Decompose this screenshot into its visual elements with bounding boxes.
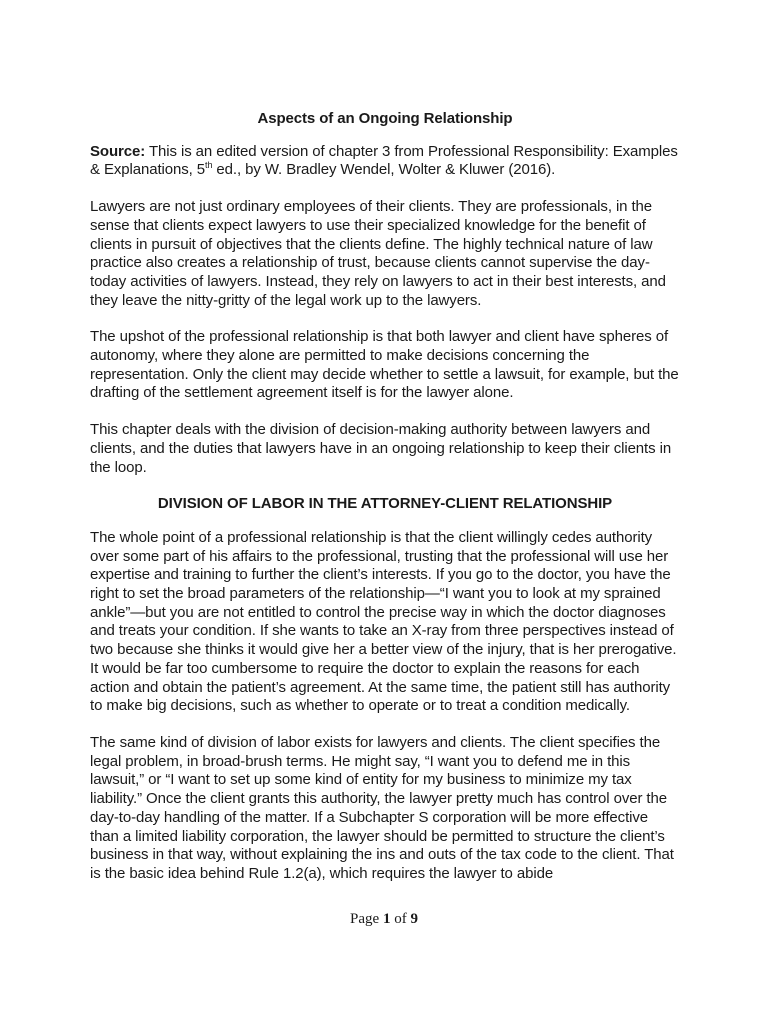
source-text-part-1: This is an edited version of chapter 3 from Professional Responsibility: Examples & Explanations, 5 [90,142,678,179]
footer-page-word: Page [350,911,383,927]
source-text-part-2: ed., by W. Bradley Wendel, Wolter & Kluwer (2016). [212,161,556,179]
footer-page-number: 1 [382,911,391,927]
footer-of-word: of [390,911,411,927]
page-footer [0,911,768,928]
section-heading: DIVISION OF LABOR IN THE ATTORNEY-CLIENT RELATIONSHIP [157,495,613,513]
document-body [90,110,680,902]
document-title: Aspects of an Ongoing Relationship [257,110,513,127]
source-note [90,143,680,180]
section-paragraph-1: The whole point of a professional relationship is that the client willingly cedes authority over some part of his affairs to the professional, trusting that the professional will use her expertise and training to further the client’s interests. If you go to the doctor, you have the right to set the broad parameters of the relationship—“I want you to look at my sprained ankle”—but you are not entitled to control the precise way in which the doctor diagnoses and treats your condition. If she wants to take an X-ray from three perspectives instead of two because she thinks it would give her a better view of the injury, that is her prerogative. It would be far too cumbersome to require the doctor to explain the reasons for each action and obtain the patient’s agreement. At the same time, the patient still has authority to make big decisions, such as whether to operate or to treat a condition medically. [90,528,677,715]
intro-paragraph-3: This chapter deals with the division of decision-making authority between lawyers and clients, and the duties that lawyers have in an ongoing relationship to keep their clients in the loop. [90,421,672,476]
source-label: Source: [90,142,146,160]
intro-paragraph-1: Lawyers are not just ordinary employees of their clients. They are professionals, in the sense that clients expect lawyers to use their specialized knowledge for the benefit of clients in pursuit of objectives that the clients define. The highly technical nature of law practice also creates a relationship of trust, because clients cannot supervise the day-today activities of lawyers. Instead, they rely on lawyers to act in their best interests, and they leave the nitty-gritty of the legal work up to the lawyers. [90,198,666,309]
intro-paragraph-2: The upshot of the professional relationship is that both lawyer and client have spheres of autonomy, where they alone are permitted to make decisions concerning the representation. Only the client may decide whether to settle a lawsuit, for example, but the drafting of the settlement agreement itself is for the lawyer alone. [90,328,679,402]
footer-total-pages: 9 [410,911,418,927]
source-superscript: th [205,160,213,171]
section-paragraph-2: The same kind of division of labor exists for lawyers and clients. The client specifies the legal problem, in broad-brush terms. He might say, “I want you to defend me in this lawsuit,” or “I want to set up some kind of entity for my business to minimize my tax liability.” Once the client grants this authority, the lawyer pretty much has control over the day-to-day handling of the matter. If a Subchapter S corporation will be more effective than a limited liability corporation, the lawyer should be permitted to structure the client’s business in that way, without explaining the ins and outs of the tax code to the client. That is the basic idea behind Rule 1.2(a), which requires the lawyer to abide [90,733,674,882]
